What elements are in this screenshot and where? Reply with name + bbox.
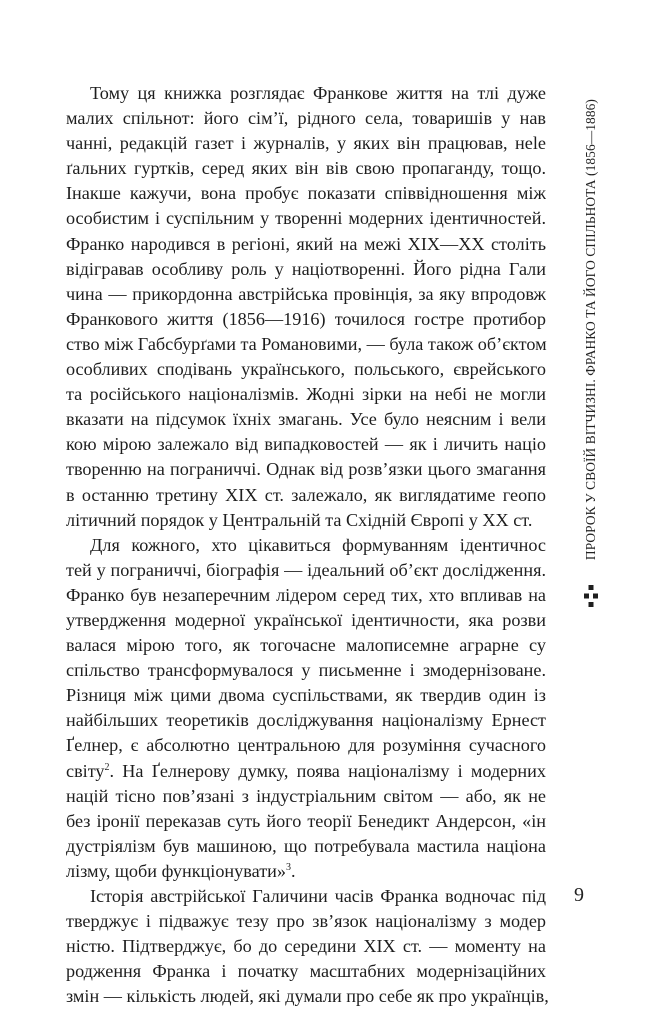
text-line bbox=[66, 508, 546, 533]
text-line bbox=[66, 834, 546, 859]
text-line bbox=[66, 81, 546, 106]
text-line-content: найбільших теоретиків досліджування націоналізму Ернест bbox=[66, 710, 546, 731]
text-line-content: Тому ця книжка розглядає Франкове життя на тлі дуже bbox=[90, 83, 546, 103]
text-line-content: Ґелнер, є абсолютно центральною для розуміння сучасного bbox=[66, 735, 546, 756]
text-line-content: особистим і суспільним у творенні модерних ідентичностей. bbox=[66, 208, 546, 229]
text-line bbox=[66, 181, 546, 206]
text-line-content: чанні, редакцій газет і журналів, у яких він працював, нele bbox=[66, 133, 546, 154]
text-line bbox=[66, 483, 546, 508]
text-line-continuation: . На Ґелнерову думку, поява націоналізму і модерних bbox=[109, 760, 546, 781]
text-line bbox=[66, 859, 546, 884]
text-line-content: відігравав особливу роль у націотворенні. Його рідна Гали bbox=[66, 258, 546, 279]
text-line-content: особливих сподівань українського, польського, єврейського bbox=[66, 359, 546, 380]
text-line bbox=[66, 257, 546, 282]
text-line-content: вказати на підсумок їхніх змагань. Усе було неясним і вели bbox=[66, 409, 546, 430]
text-line-content: націй тісно пов’язані з індустріальним світом — або, як не bbox=[66, 785, 546, 806]
text-line-content: родження Франка і початку масштабних модернізаційних bbox=[66, 961, 546, 982]
running-head-text: ПРОРОК У СВОЇЙ ВІТЧИЗНІ. ФРАНКО ТА ЙОГО СПІЛЬНОТА (1856—1886) bbox=[583, 99, 598, 561]
text-line-continuation: . bbox=[291, 860, 296, 881]
text-line bbox=[66, 357, 546, 382]
text-line-content: Франко був незаперечним лідером серед тих, хто впливав на bbox=[66, 584, 546, 605]
text-line-content: літичний порядок у Центральній та Східній Європі у XX ст. bbox=[66, 509, 533, 530]
text-line-content: Інакше кажучи, вона пробує показати співвідношення між bbox=[66, 183, 546, 204]
text-line bbox=[66, 934, 546, 959]
text-line-content: ство між Габсбурґами та Романовими, — була також об’єктом bbox=[66, 333, 547, 354]
text-line bbox=[66, 432, 546, 457]
text-line-content: Для кожного, хто цікавиться формуванням ідентичнос bbox=[90, 534, 546, 555]
text-line-content: малих спільнот: його сім’ї, рідного села, товаришів у нав bbox=[66, 108, 546, 129]
text-line-content: в останню третину XIX ст. залежало, як виглядатиме геопо bbox=[66, 484, 546, 505]
text-line bbox=[66, 759, 546, 784]
text-line-content: валася мірою того, як тогочасне малописемне аграрне су bbox=[66, 635, 546, 656]
text-line-content: Франкового життя (1856—1916) точилося гостре протибор bbox=[66, 308, 546, 329]
text-line bbox=[66, 382, 546, 407]
text-line-content: світу bbox=[66, 760, 105, 781]
body-text bbox=[66, 81, 549, 1009]
text-line bbox=[66, 884, 546, 909]
text-line bbox=[66, 959, 546, 984]
text-line bbox=[66, 784, 546, 809]
text-line-content: та російського націоналізмів. Жодні зірки на небі не могли bbox=[66, 384, 546, 405]
text-line bbox=[66, 984, 549, 1009]
text-line-content: тверджує і підважує тезу про зв’язок націоналізму з модер bbox=[66, 911, 546, 932]
text-line-content: утвердження модерної української ідентичности, яка розви bbox=[66, 609, 546, 630]
text-line bbox=[66, 708, 546, 733]
text-line-content: Франко народився в регіоні, який на межі XIX—XX століть bbox=[66, 233, 546, 254]
text-line-content: ністю. Підтверджує, бо до середини XIX ст. — моменту на bbox=[66, 936, 546, 957]
text-line bbox=[66, 733, 546, 758]
text-line-content: Історія австрійської Галичини часів Франка водночас під bbox=[90, 886, 546, 906]
text-line bbox=[66, 683, 546, 708]
text-line-content: Різниця між цими двома суспільствами, як твердив один із bbox=[66, 685, 546, 706]
text-line-content: творенню на пограниччі. Однак від розв’язки цього змагання bbox=[66, 459, 546, 480]
text-line-content: тей у пограниччі, біографія — ідеальний об’єкт дослідження. bbox=[66, 559, 546, 580]
text-line-content: чина — прикордонна австрійська провінція, за яку впродовж bbox=[66, 283, 546, 304]
text-line bbox=[66, 633, 546, 658]
text-line bbox=[66, 106, 546, 131]
footnote-marker: 3 bbox=[286, 861, 291, 873]
text-line-content: спільство трансформувалося у письменне і змодернізоване. bbox=[66, 660, 546, 681]
text-line-content: лізму, щоби функціонувати» bbox=[66, 860, 286, 881]
text-line bbox=[66, 457, 546, 482]
text-line bbox=[66, 332, 546, 357]
text-line-content: кою мірою залежало від випадковостей — як і личить націо bbox=[66, 434, 546, 455]
text-line bbox=[66, 809, 546, 834]
text-line-content: без іронії переказав суть його теорії Бенедикт Андерсон, «ін bbox=[66, 810, 546, 831]
text-line bbox=[66, 131, 546, 156]
ornament-icon bbox=[584, 585, 598, 607]
text-line bbox=[66, 558, 546, 583]
page-number: 9 bbox=[574, 884, 584, 906]
text-line bbox=[66, 232, 546, 257]
text-line bbox=[66, 206, 546, 231]
text-line-content: дустріялізм був машиною, що потребувала мастила націона bbox=[66, 835, 546, 856]
text-line bbox=[66, 583, 546, 608]
text-line-content: ґальних гуртків, серед яких він вів свою пропаганду, тощо. bbox=[66, 158, 546, 179]
running-head bbox=[578, 80, 604, 580]
text-line bbox=[66, 407, 546, 432]
text-line bbox=[66, 909, 546, 934]
text-line bbox=[66, 307, 546, 332]
text-line bbox=[66, 608, 546, 633]
footnote-marker: 2 bbox=[104, 761, 110, 773]
text-line bbox=[66, 156, 546, 181]
text-line bbox=[66, 282, 546, 307]
text-line bbox=[66, 658, 546, 683]
text-line bbox=[66, 533, 546, 558]
text-line-content: змін — кількість людей, які думали про себе як про українців, bbox=[66, 986, 549, 1007]
